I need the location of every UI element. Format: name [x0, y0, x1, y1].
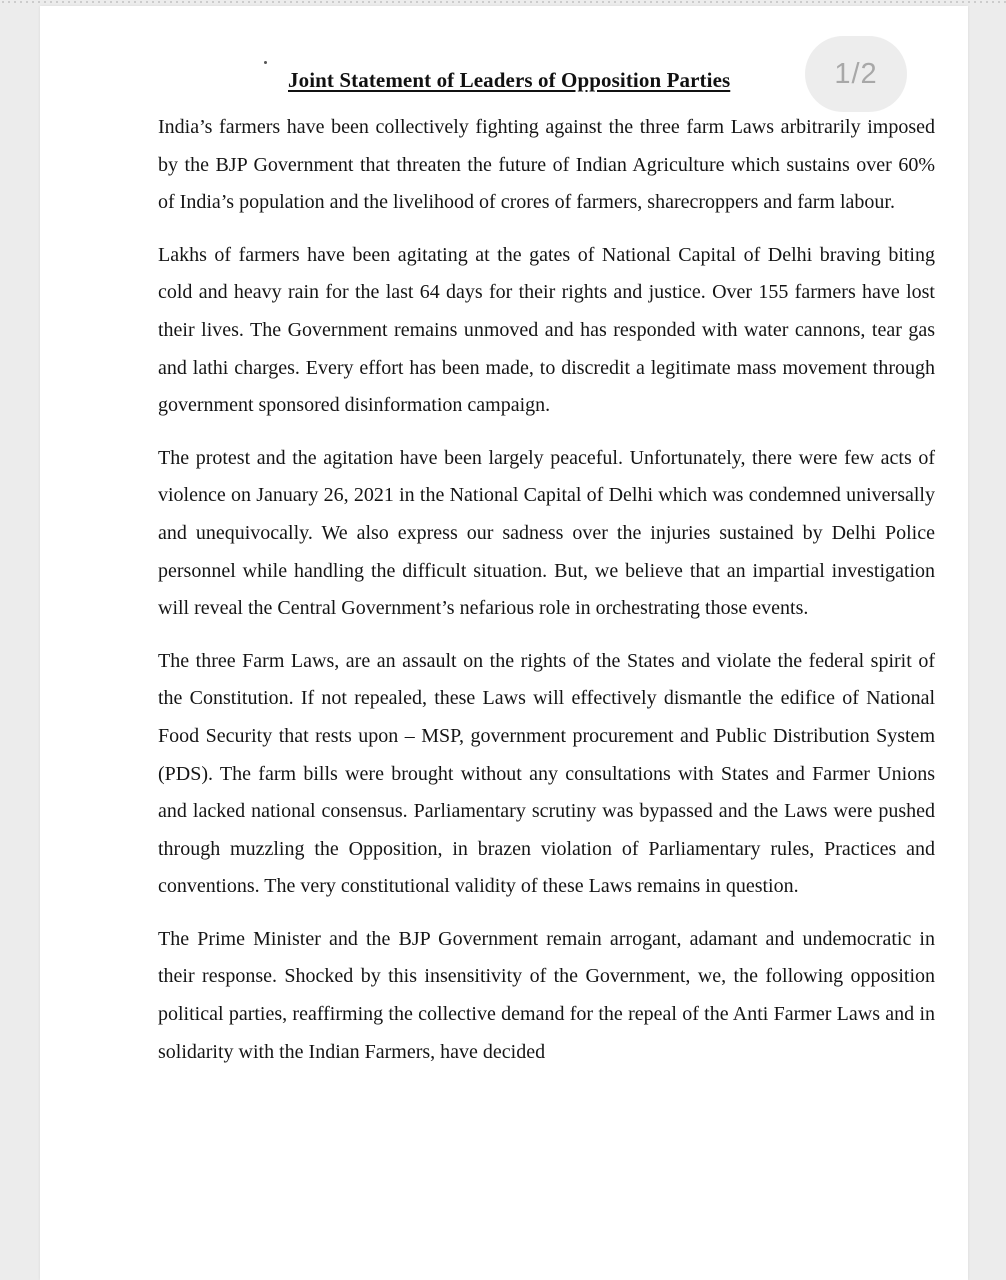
paragraph-2: Lakhs of farmers have been agitating at the gates of National Capital of Delhi braving biting cold and heavy rain for the last 64 days for their rights and justice. Over 155 farmers have lost their lives. The Government remains unmoved and has responded with water cannons, tear gas and lathi charges. Every effort has been made, to discredit a legitimate mass movement through government sponsored disinformation campaign.: [158, 243, 935, 417]
document-body: [158, 109, 935, 1086]
top-border-dots: [0, 0, 1006, 4]
document-title: Joint Statement of Leaders of Opposition Parties: [288, 68, 731, 92]
page-indicator-badge: 1/2: [805, 36, 907, 112]
document-page[interactable]: [40, 6, 968, 1280]
paragraph-3: The protest and the agitation have been largely peaceful. Unfortunately, there were few acts of violence on January 26, 2021 in the National Capital of Delhi which was condemned universally and unequivocally. We also express our sadness over the injuries sustained by Delhi Police personnel while handling the difficult situation. But, we believe that an impartial investigation will reveal the Central Government’s nefarious role in orchestrating those events.: [158, 446, 935, 620]
paragraph-4: The three Farm Laws, are an assault on the rights of the States and violate the federal spirit of the Constitution. If not repealed, these Laws will effectively dismantle the edifice of National Food Security that rests upon – MSP, government procurement and Public Distribution System (PDS). The farm bills were brought without any consultations with States and Farmer Unions and lacked national consensus. Parliamentary scrutiny was bypassed and the Laws were pushed through muzzling the Opposition, in brazen violation of Parliamentary rules, Practices and conventions. The very constitutional validity of these Laws remains in question.: [158, 649, 935, 898]
scan-speck: [264, 61, 267, 64]
paragraph-5: The Prime Minister and the BJP Government remain arrogant, adamant and undemocratic in their response. Shocked by this insensitivity of the Government, we, the following opposition political parties, reaffirming the collective demand for the repeal of the Anti Farmer Laws and in solidarity with the Indian Farmers, have decided: [158, 927, 935, 1063]
paragraph-1: India’s farmers have been collectively fighting against the three farm Laws arbitrarily imposed by the BJP Government that threaten the future of Indian Agriculture which sustains over 60% of India’s population and the livelihood of crores of farmers, sharecroppers and farm labour.: [158, 116, 935, 214]
